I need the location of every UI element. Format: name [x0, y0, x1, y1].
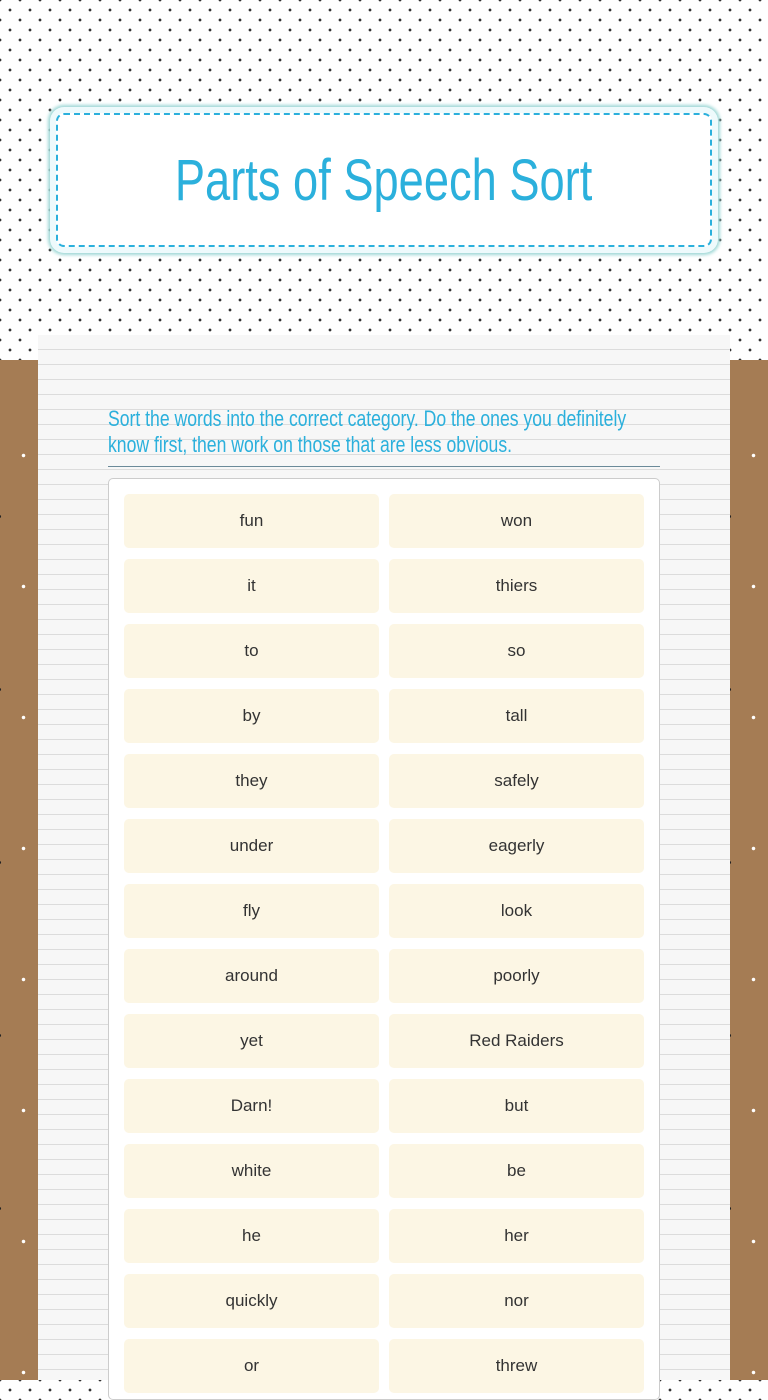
word-tile[interactable]: to — [124, 624, 379, 678]
word-tile[interactable]: quickly — [124, 1274, 379, 1328]
word-tile[interactable]: nor — [389, 1274, 644, 1328]
word-tile[interactable]: threw — [389, 1339, 644, 1393]
instructions: Sort the words into the correct category. Do the ones you definitely know first, then work on those that are less obvious. — [108, 406, 627, 457]
word-tile[interactable]: or — [124, 1339, 379, 1393]
word-tile[interactable]: Darn! — [124, 1079, 379, 1133]
word-tile[interactable]: so — [389, 624, 644, 678]
word-tile[interactable]: eagerly — [389, 819, 644, 873]
word-tile[interactable]: under — [124, 819, 379, 873]
word-tile[interactable]: her — [389, 1209, 644, 1263]
word-tile[interactable]: but — [389, 1079, 644, 1133]
word-tile[interactable]: be — [389, 1144, 644, 1198]
word-tile[interactable]: Red Raiders — [389, 1014, 644, 1068]
word-tile[interactable]: thiers — [389, 559, 644, 613]
word-tile[interactable]: they — [124, 754, 379, 808]
word-tile[interactable]: won — [389, 494, 644, 548]
word-tile[interactable]: fun — [124, 494, 379, 548]
word-tile[interactable]: it — [124, 559, 379, 613]
word-tile[interactable]: safely — [389, 754, 644, 808]
word-tile[interactable]: white — [124, 1144, 379, 1198]
background-right — [730, 360, 768, 1380]
word-tile[interactable]: by — [124, 689, 379, 743]
page-title: Parts of Speech Sort — [175, 147, 593, 213]
word-tile[interactable]: tall — [389, 689, 644, 743]
title-box — [50, 107, 718, 253]
word-tile[interactable]: around — [124, 949, 379, 1003]
word-tile[interactable]: he — [124, 1209, 379, 1263]
word-tile[interactable]: look — [389, 884, 644, 938]
background-left — [0, 360, 38, 1380]
divider — [108, 466, 660, 467]
word-tile[interactable]: yet — [124, 1014, 379, 1068]
word-tile[interactable]: fly — [124, 884, 379, 938]
word-tile[interactable]: poorly — [389, 949, 644, 1003]
